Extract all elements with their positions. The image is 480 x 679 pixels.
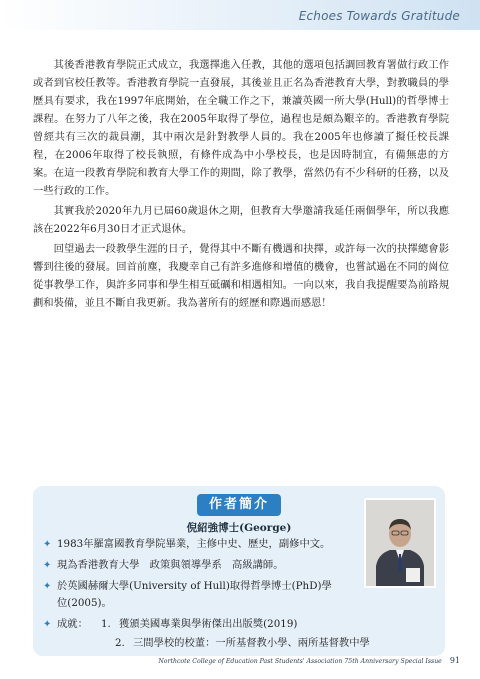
star-bullet-icon: ✦ [43,581,52,592]
footer-text: Northcote College of Education Past Students' Association 75th Anniversary Special Issue [158,658,442,665]
star-bullet-icon: ✦ [43,539,52,550]
achievement-row [57,616,373,633]
list-item-text: 現為香港教育大學 政策與領導學系 高級講師。 [57,559,284,571]
achievement-number: 1. [101,618,111,630]
list-item [43,536,373,553]
list-item-text: 於英國赫爾大學(University of Hull)取得哲學博士(PhD)學 [57,580,332,592]
list-item [43,557,373,574]
author-portrait-image [366,500,434,586]
page-footer [158,656,460,665]
star-bullet-icon: ✦ [43,560,52,571]
paragraph-1: 其後香港教育學院正式成立，我選擇進入任教，其他的選項包括調回教育署做行政工作或者到官校任教等。香港教育學院一直發展，其後並且正名為香港教育大學，對教職員的學歷具有要求，我在1997年底開始，在全職工作之下，兼讀英國一所大學(Hull)的哲學博士課程。在努力了八年之後，我在2005年取得了學位，過程也是頗為艱辛的。香港教育學院曾經共有三次的裁員潮，其中兩次是針對教學人員的。我在2005年也修讀了擬任校長課程，在2006年取得了校長執照，有條件成為中小學校長，也是因時制宜，有備無患的方案。在這一段教育學院和教育大學工作的期間，除了教學，當然仍有不少科研的任務，以及一些行政的工作。 [33,59,449,197]
achievements-label: 成就： [57,618,88,630]
paragraph-2: 其實我於2020年九月已屆60歲退休之期，但教育大學邀請我延任兩個學年，所以我應該在2022年6月30日才正式退休。 [33,205,449,235]
page-number: 91 [449,656,460,665]
author-photo [364,498,436,588]
achievements-block [57,616,373,654]
achievement-row [57,635,373,652]
achievement-number: 2. [115,637,125,649]
article-body [33,56,449,314]
list-item [43,578,373,595]
profile-list [43,536,373,658]
profile-heading: 作者簡介 [197,494,281,516]
achievements-item [43,616,373,654]
author-name: 倪紹強博士(George) [186,522,292,534]
running-header-title: Echoes Towards Gratitude [298,9,460,23]
star-bullet-icon: ✦ [43,619,52,630]
header-band [0,0,480,30]
author-profile-card [33,486,445,656]
achievement-text: 獲頒美國專業與學術傑出出版獎(2019) [119,618,298,630]
list-item-continuation: 位(2005)。 [57,597,112,609]
achievement-text: 三間學校的校董：一所基督教小學、兩所基督教中學 [133,637,370,649]
paragraph-3: 回望過去一段教學生涯的日子，覺得其中不斷有機遇和抉擇，或許每一次的抉擇總會影響到往後的發展。回首前塵，我慶幸自己有許多進修和增值的機會，也嘗試過在不同的崗位從事教學工作，與許多同事和學生相互砥礪和相遇相知。一向以來，我自我提醒要為前路規劃和裝備，並且不斷自我更新。我為著所有的經歷和際遇而感恩！ [33,243,449,309]
list-item-text: 1983年羅富國教育學院畢業，主修中史、歷史，副修中文。 [57,538,331,550]
